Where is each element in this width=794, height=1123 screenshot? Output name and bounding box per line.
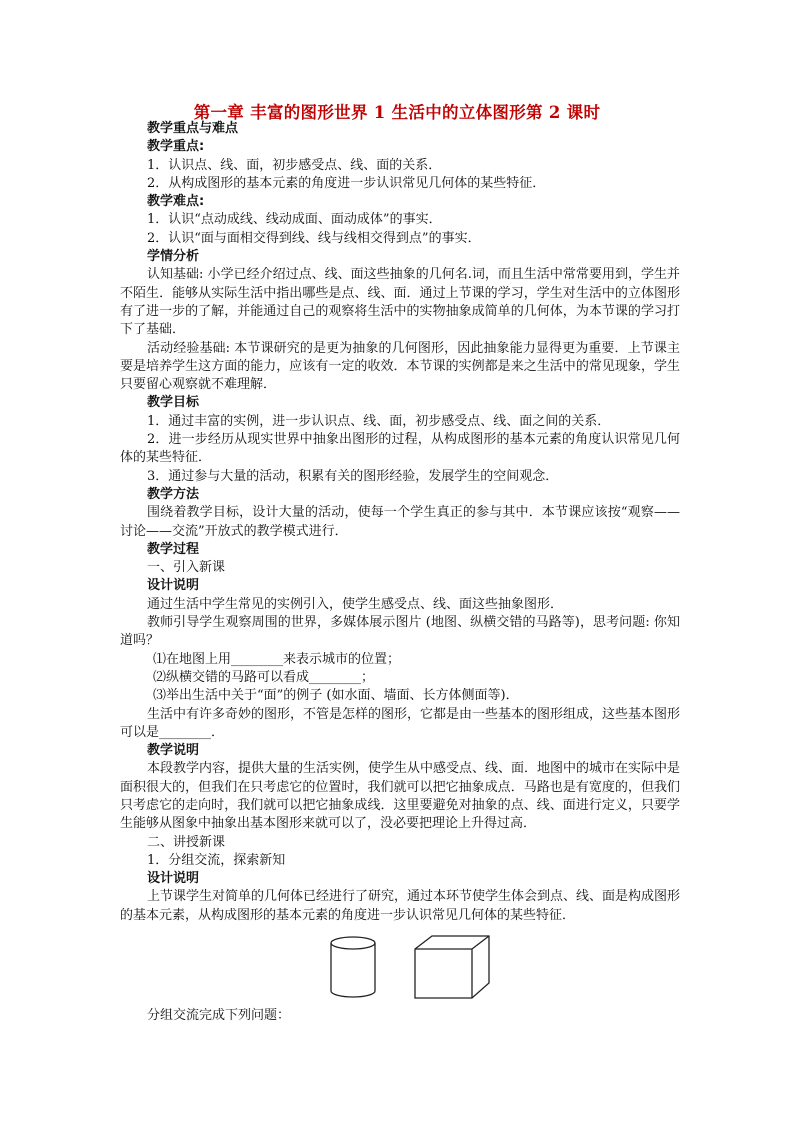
process-heading: 教学过程 xyxy=(147,541,200,557)
step-one-label: 一、引入新课 xyxy=(147,560,226,576)
difficulty-item: 1．认识“点动成线、线动成面、面动成体”的事实． xyxy=(147,212,442,228)
goals-heading: 教学目标 xyxy=(147,395,200,411)
page-title: 第一章 丰富的图形世界 1 生活中的立体图形第 2 课时 xyxy=(193,103,601,122)
key-points-heading: 教学重点: xyxy=(147,139,205,155)
design-note-heading: 设计说明 xyxy=(147,871,200,887)
goal-item: 3．通过参与大量的活动，积累有关的图形经验，发展学生的空间观念． xyxy=(147,468,559,484)
document-body xyxy=(120,120,680,1025)
group-task-text: 分组交流完成下列问题： xyxy=(147,1008,291,1024)
cube-figure xyxy=(412,933,492,1001)
design-note-paragraph: 生活中有许多奇妙的图形，不管是怎样的图形，它都是由一些基本的图形组成，这些基本图形可以是________． xyxy=(120,706,681,740)
cylinder-figure xyxy=(328,933,378,1001)
geometry-figures xyxy=(120,933,680,1001)
method-paragraph: 围绕着教学目标，设计大量的活动，使每一个学生真正的参与其中．本节课应该按“观察——讨论——交流”开放式的教学模式进行． xyxy=(120,505,680,539)
question-item: ⑵纵横交错的马路可以看成________； xyxy=(153,669,375,685)
analysis-paragraph: 活动经验基础: 本节课研究的是更为抽象的几何图形，因此抽象能力显得更为重要．上节课主要是培养学生这方面的能力，应该有一定的收效．本节课的实例都是来之生活中的常见现象，学生只要留心观察就不难理解． xyxy=(120,340,680,393)
difficulty-item: 2．认识“面与面相交得到线、线与线相交得到点”的事实． xyxy=(147,230,481,246)
design-note-heading: 设计说明 xyxy=(147,578,200,594)
design-note-paragraph: 通过生活中学生常见的实例引入，使学生感受点、线、面这些抽象图形． xyxy=(147,596,564,612)
analysis-heading: 学情分析 xyxy=(147,249,200,265)
teaching-note-paragraph: 本段教学内容，提供大量的生活实例，使学生从中感受点、线、面．地图中的城市在实际中是面积很大的，但我们在只考虑它的位置时，我们就可以把它抽象成点．马路也是有宽度的，但我们只考虑它的走向时，我们就可以把它抽象成线．这里要避免对抽象的点、线、面进行定义，只要学生能够从图象中抽象出基本图形来就可以了，没必要把理论上升得过高． xyxy=(120,761,681,832)
goal-item: 2．进一步经历从现实世界中抽象出图形的过程，从构成图形的基本元素的角度认识常见几何体的某些特征． xyxy=(120,432,680,466)
question-item: ⑴在地图上用________来表示城市的位置； xyxy=(153,651,401,667)
difficulty-heading: 教学难点: xyxy=(147,194,205,210)
method-heading: 教学方法 xyxy=(147,486,200,502)
design-note-paragraph: 上节课学生对简单的几何体已经进行了研究，通过本环节使学生体会到点、线、面是构成图形的基本元素，从构成图形的基本元素的角度进一步认识常见几何体的某些特征． xyxy=(120,889,681,923)
analysis-paragraph: 认知基础: 小学已经介绍过点、线、面这些抽象的几何名.词，而且生活中常常要用到，学生并不陌生．能够从实际生活中指出哪些是点、线、面．通过上节课的学习，学生对生活中的立体图形有了进一步的了解，并能通过自己的观察将生活中的实物抽象成简单的几何体，为本节课的学习打下了基础． xyxy=(120,267,680,338)
key-difficulty-heading: 教学重点与难点 xyxy=(147,121,239,136)
key-point-item: 1．认识点、线、面，初步感受点、线、面的关系． xyxy=(147,157,442,173)
design-note-paragraph: 教师引导学生观察周围的世界，多媒体展示图片 (地图、纵横交错的马路等)，思考问题: 你知道吗？ xyxy=(120,615,680,649)
step-two-sub-label: 1．分组交流，探索新知 xyxy=(147,852,286,868)
question-item: ⑶举出生活中关于“面”的例子 (如水面、墙面、长方体侧面等)． xyxy=(153,688,519,704)
key-point-item: 2．从构成图形的基本元素的角度进一步认识常见几何体的某些特征． xyxy=(147,175,546,191)
goal-item: 1．通过丰富的实例，进一步认识点、线、面，初步感受点、线、面之间的关系． xyxy=(147,413,611,429)
teaching-note-heading: 教学说明 xyxy=(147,743,200,759)
step-two-label: 二、讲授新课 xyxy=(147,834,226,850)
